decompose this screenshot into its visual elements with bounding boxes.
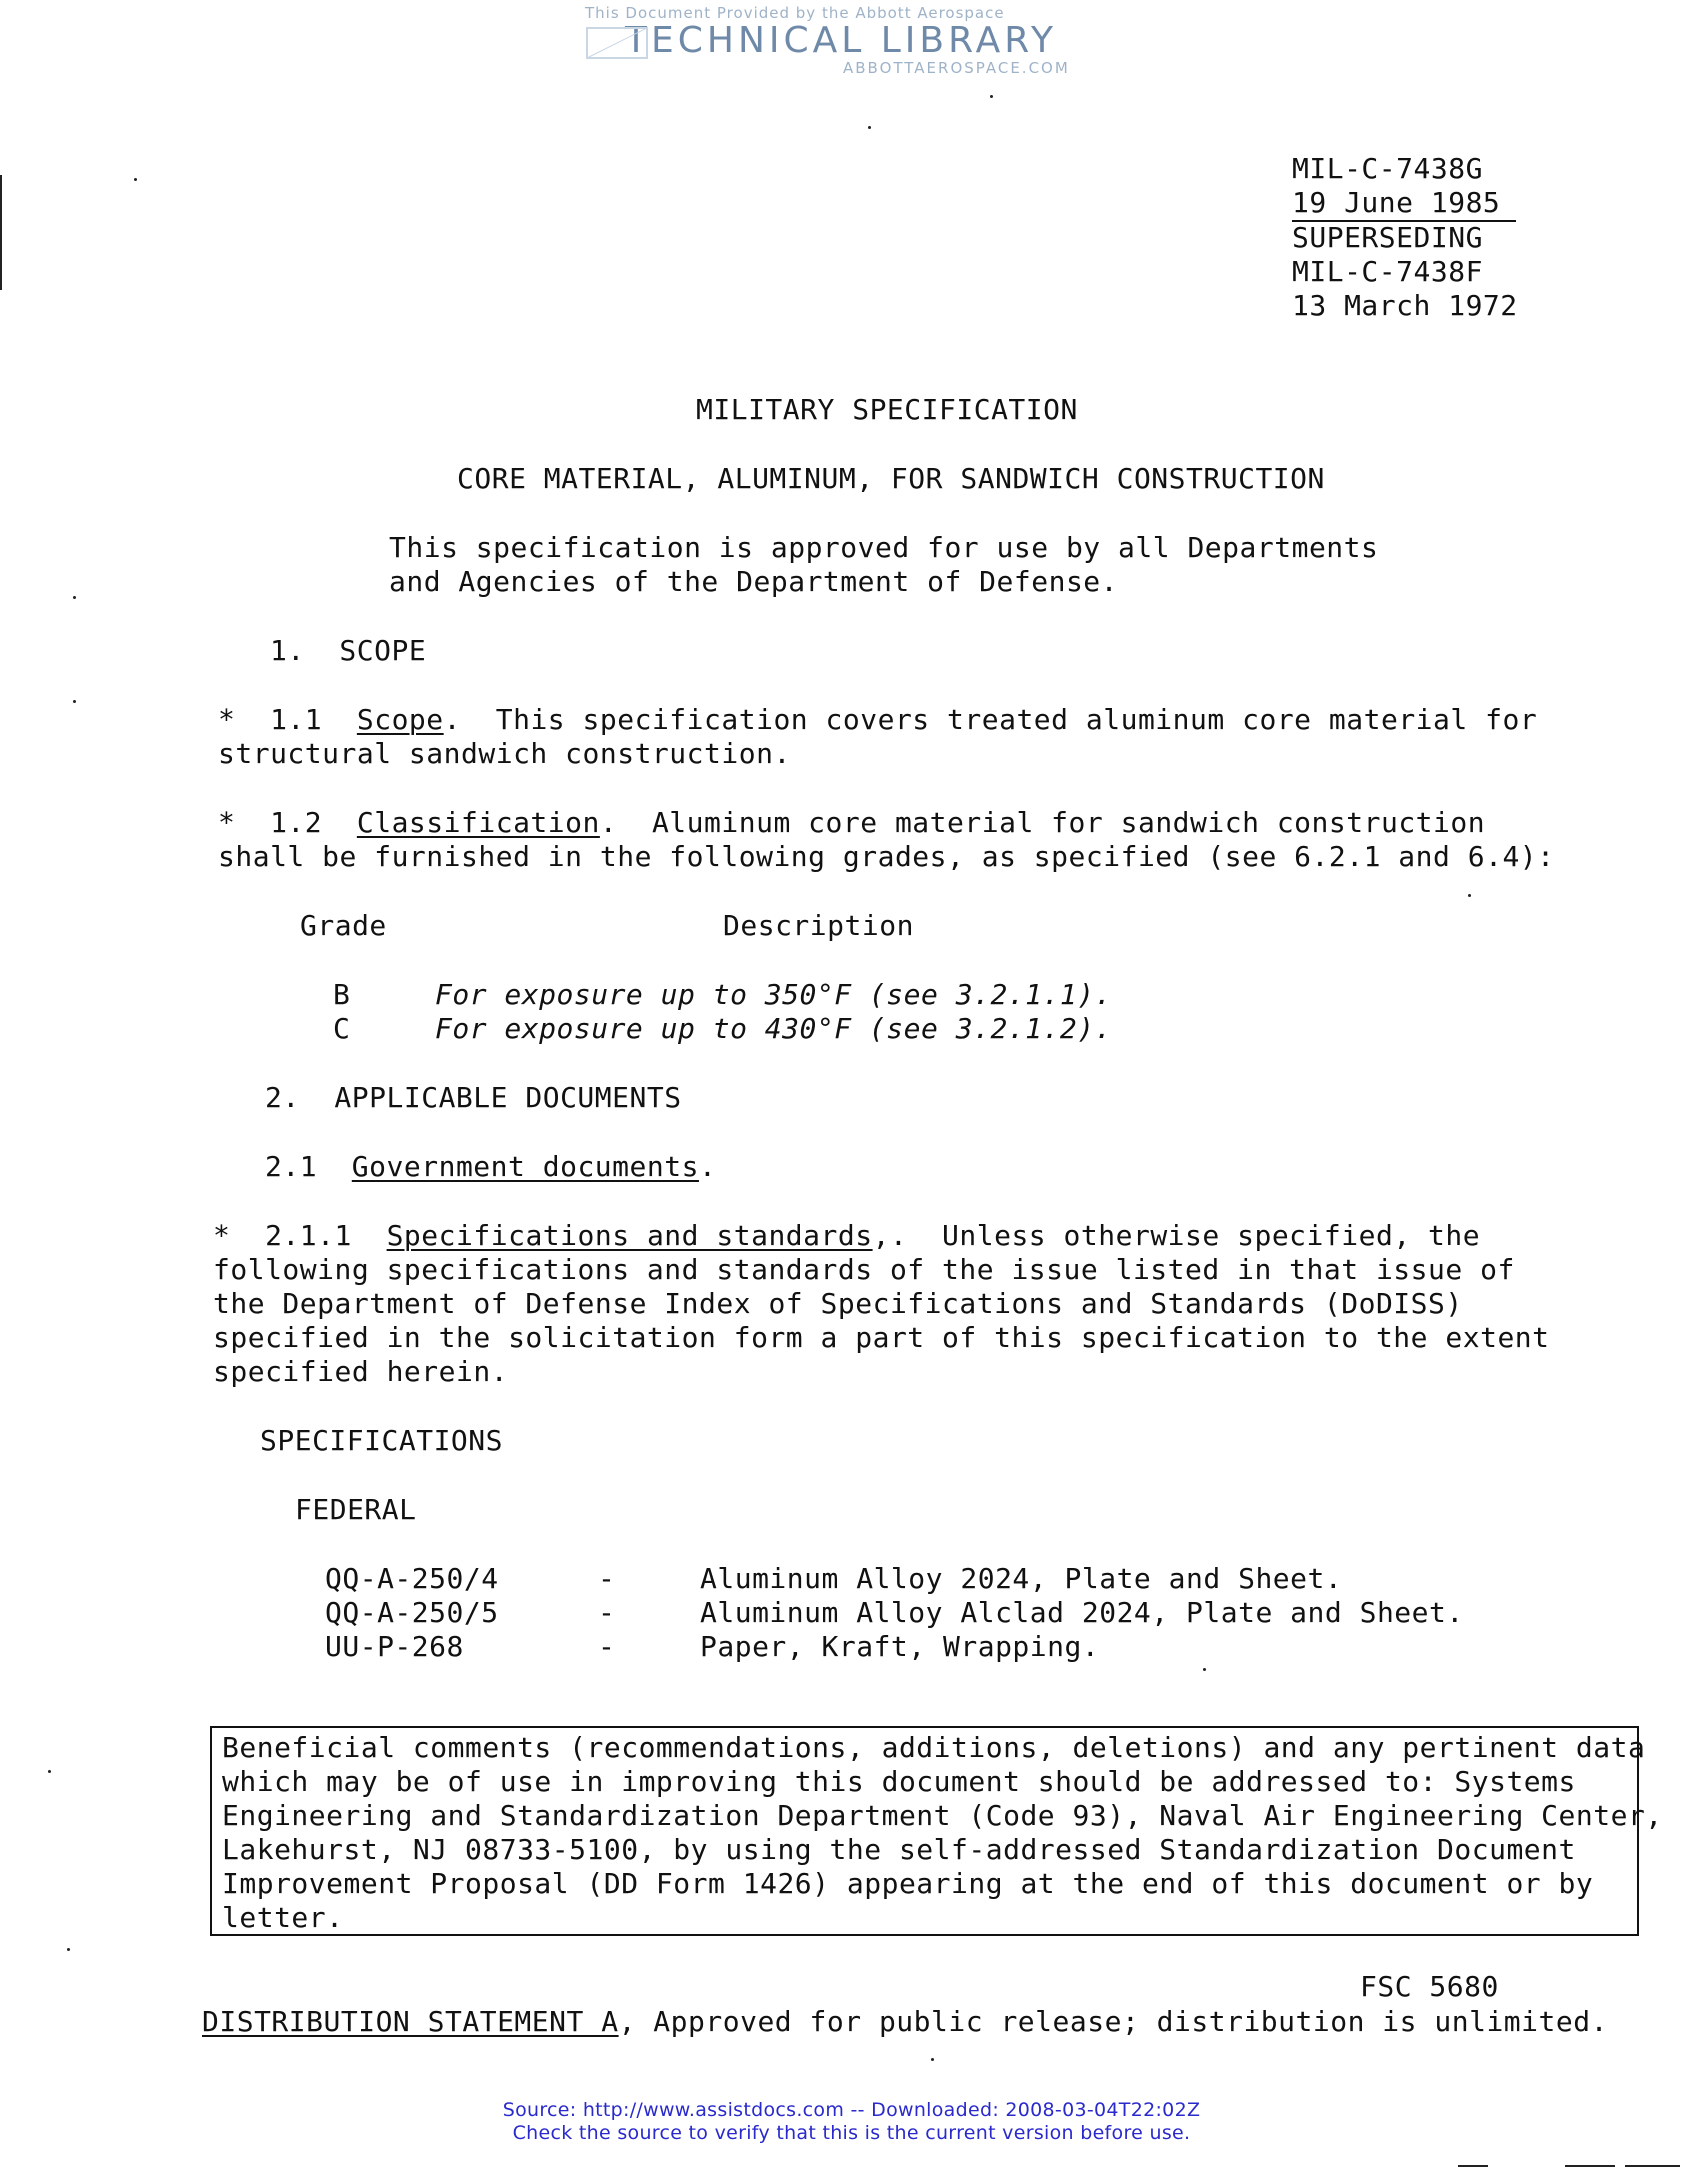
description-column-header: Description <box>723 909 914 942</box>
notice-line: Lakehurst, NJ 08733-5100, by using the self-addressed Standardization Document <box>222 1833 1576 1866</box>
grade-row-letter: B <box>333 978 351 1011</box>
scan-speck <box>67 1948 70 1951</box>
paragraph-1-2-title: Classification <box>356 806 600 839</box>
spec-number: UU-P-268 <box>325 1630 464 1663</box>
superseded-number: MIL-C-7438F <box>1292 255 1483 288</box>
scan-mark <box>1458 2165 1488 2167</box>
paragraph-2-1-1-line-4: specified in the solicitation form a part of this specification to the extent <box>213 1321 1550 1354</box>
distribution-label: DISTRIBUTION STATEMENT A <box>202 2005 619 2038</box>
notice-line: Improvement Proposal (DD Form 1426) appearing at the end of this document or by <box>222 1867 1594 1900</box>
watermark-logo-icon <box>585 22 655 62</box>
fsc-code: FSC 5680 <box>1360 1970 1499 2003</box>
paragraph-1-1-title: Scope <box>356 703 444 736</box>
spec-number: QQ-A-250/4 <box>325 1562 499 1595</box>
scan-speck <box>1468 894 1471 897</box>
spec-title: Aluminum Alloy 2024, Plate and Sheet. <box>700 1562 1343 1595</box>
scan-speck <box>990 95 993 98</box>
scan-speck <box>73 596 76 599</box>
scan-speck <box>134 178 137 181</box>
watermark-top-line: This Document Provided by the Abbott Aerospace <box>585 4 1005 22</box>
paragraph-2-1-1: * 2.1.1 Specifications and standards,. Unless otherwise specified, the <box>213 1219 1481 1252</box>
superseding-label: SUPERSEDING <box>1292 221 1483 254</box>
scan-speck <box>73 700 76 703</box>
spec-dash: - <box>598 1562 616 1595</box>
scan-speck <box>868 126 871 129</box>
federal-heading: FEDERAL <box>295 1493 417 1526</box>
grade-column-header: Grade <box>300 909 387 942</box>
paragraph-1-2: * 1.2 Classification. Aluminum core material for sandwich construction <box>218 806 1486 839</box>
grade-row-description: For exposure up to 350°F (see 3.2.1.1). <box>435 978 1112 1011</box>
approval-line-2: and Agencies of the Department of Defense. <box>389 565 1119 598</box>
notice-line: letter. <box>222 1901 344 1934</box>
paragraph-2-1: 2.1 Government documents. <box>265 1150 717 1183</box>
section-1-heading: 1. SCOPE <box>270 634 427 667</box>
distribution-statement: DISTRIBUTION STATEMENT A, Approved for public release; distribution is unlimited. <box>202 2005 1608 2038</box>
spec-heading: MILITARY SPECIFICATION <box>696 393 1078 426</box>
spec-title: Paper, Kraft, Wrapping. <box>700 1630 1100 1663</box>
scan-speck <box>1203 1668 1206 1671</box>
scan-speck <box>48 1770 51 1773</box>
watermark-url: ABBOTTAEROSPACE.COM <box>843 59 1070 77</box>
spec-dash: - <box>598 1630 616 1663</box>
paragraph-2-1-1-line-2: following specifications and standards of the issue listed in that issue of <box>213 1253 1515 1286</box>
source-footer-line-1: Source: http://www.assistdocs.com -- Downloaded: 2008-03-04T22:02Z <box>502 2099 1201 2121</box>
paragraph-2-1-1-line-5: specified herein. <box>213 1355 509 1388</box>
source-footer-line-2: Check the source to verify that this is the current version before use. <box>512 2122 1191 2144</box>
scan-mark <box>1625 2165 1680 2167</box>
doc-date: 19 June 1985 <box>1292 186 1516 222</box>
spec-number: QQ-A-250/5 <box>325 1596 499 1629</box>
spec-title: Aluminum Alloy Alclad 2024, Plate and Sheet. <box>700 1596 1464 1629</box>
grade-row-letter: C <box>333 1012 351 1045</box>
notice-line: Beneficial comments (recommendations, additions, deletions) and any pertinent data <box>222 1731 1646 1764</box>
approval-line-1: This specification is approved for use by all Departments <box>389 531 1379 564</box>
paragraph-1-1: * 1.1 Scope. This specification covers treated aluminum core material for <box>218 703 1538 736</box>
grade-row-description: For exposure up to 430°F (see 3.2.1.2). <box>435 1012 1112 1045</box>
scan-mark <box>1565 2165 1615 2167</box>
paragraph-2-1-1-line-3: the Department of Defense Index of Specifications and Standards (DoDISS) <box>213 1287 1463 1320</box>
watermark-title: TECHNICAL LIBRARY <box>625 20 1058 61</box>
scan-speck <box>931 2058 934 2061</box>
section-2-heading: 2. APPLICABLE DOCUMENTS <box>265 1081 682 1114</box>
paragraph-1-2-line-2: shall be furnished in the following grades, as specified (see 6.2.1 and 6.4): <box>218 840 1555 873</box>
paragraph-1-1-line-2: structural sandwich construction. <box>218 737 791 770</box>
paragraph-2-1-title: Government documents <box>351 1150 699 1183</box>
doc-number: MIL-C-7438G <box>1292 152 1483 185</box>
notice-line: which may be of use in improving this document should be addressed to: Systems <box>222 1765 1576 1798</box>
margin-rule <box>0 175 2 290</box>
paragraph-2-1-1-title: Specifications and standards <box>386 1219 873 1252</box>
superseded-date: 13 March 1972 <box>1292 289 1518 322</box>
specifications-heading: SPECIFICATIONS <box>260 1424 504 1457</box>
notice-line: Engineering and Standardization Department (Code 93), Naval Air Engineering Center, <box>222 1799 1663 1832</box>
spec-subject: CORE MATERIAL, ALUMINUM, FOR SANDWICH CONSTRUCTION <box>457 462 1325 495</box>
spec-dash: - <box>598 1596 616 1629</box>
